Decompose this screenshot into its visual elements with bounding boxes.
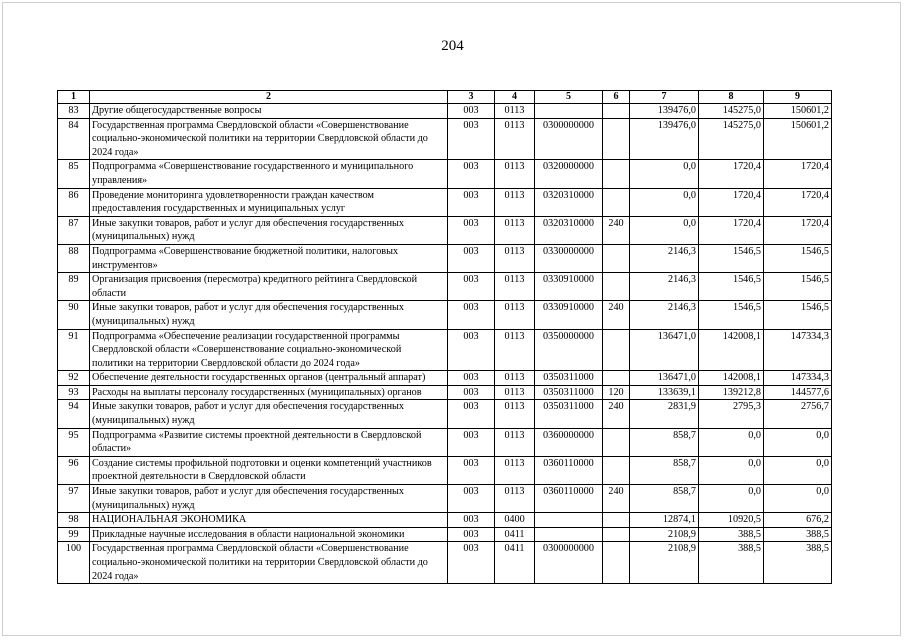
amount-col-8: 1546,5 bbox=[699, 244, 764, 272]
ministry-code: 003 bbox=[448, 329, 495, 371]
row-name: Расходы на выплаты персоналу государственных (муниципальных) органов bbox=[90, 385, 448, 400]
row-name: Другие общегосударственные вопросы bbox=[90, 104, 448, 119]
amount-col-9: 150601,2 bbox=[764, 118, 832, 160]
target-article-code: 0360000000 bbox=[535, 428, 603, 456]
row-name: Государственная программа Свердловской области «Совершенствование социально-экономической политики на территории Свердловской области до 2024 года» bbox=[90, 118, 448, 160]
amount-col-8: 388,5 bbox=[699, 527, 764, 542]
amount-col-8: 1546,5 bbox=[699, 301, 764, 329]
column-header-2: 2 bbox=[90, 91, 448, 104]
section-code: 0113 bbox=[495, 273, 535, 301]
target-article-code: 0320310000 bbox=[535, 216, 603, 244]
section-code: 0113 bbox=[495, 385, 535, 400]
row-number: 98 bbox=[58, 513, 90, 528]
row-number: 85 bbox=[58, 160, 90, 188]
row-number: 96 bbox=[58, 456, 90, 484]
amount-col-8: 142008,1 bbox=[699, 371, 764, 386]
amount-col-9: 1720,4 bbox=[764, 216, 832, 244]
amount-col-7: 858,7 bbox=[630, 428, 699, 456]
row-name: Государственная программа Свердловской области «Совершенствование социально-экономической политики на территории Свердловской области до 2024 года» bbox=[90, 542, 448, 584]
row-number: 95 bbox=[58, 428, 90, 456]
section-code: 0113 bbox=[495, 485, 535, 513]
target-article-code: 0360110000 bbox=[535, 485, 603, 513]
amount-col-8: 0,0 bbox=[699, 456, 764, 484]
amount-col-8: 142008,1 bbox=[699, 329, 764, 371]
target-article-code bbox=[535, 527, 603, 542]
table-row bbox=[58, 400, 832, 428]
expense-type-code bbox=[603, 329, 630, 371]
row-number: 89 bbox=[58, 273, 90, 301]
target-article-code: 0350311000 bbox=[535, 400, 603, 428]
table-row bbox=[58, 301, 832, 329]
amount-col-9: 1720,4 bbox=[764, 160, 832, 188]
expense-type-code bbox=[603, 160, 630, 188]
expense-type-code bbox=[603, 118, 630, 160]
table-row bbox=[58, 527, 832, 542]
section-code: 0113 bbox=[495, 216, 535, 244]
ministry-code: 003 bbox=[448, 542, 495, 584]
table-row bbox=[58, 216, 832, 244]
row-name: Иные закупки товаров, работ и услуг для обеспечения государственных (муниципальных) нужд bbox=[90, 216, 448, 244]
amount-col-7: 139476,0 bbox=[630, 118, 699, 160]
column-header-9: 9 bbox=[764, 91, 832, 104]
amount-col-9: 150601,2 bbox=[764, 104, 832, 119]
target-article-code: 0300000000 bbox=[535, 118, 603, 160]
expense-type-code: 120 bbox=[603, 385, 630, 400]
section-code: 0113 bbox=[495, 428, 535, 456]
amount-col-8: 139212,8 bbox=[699, 385, 764, 400]
section-code: 0113 bbox=[495, 371, 535, 386]
amount-col-9: 388,5 bbox=[764, 527, 832, 542]
row-name: Иные закупки товаров, работ и услуг для обеспечения государственных (муниципальных) нужд bbox=[90, 400, 448, 428]
row-name: Подпрограмма «Совершенствование бюджетной политики, налоговых инструментов» bbox=[90, 244, 448, 272]
row-number: 93 bbox=[58, 385, 90, 400]
target-article-code: 0350311000 bbox=[535, 385, 603, 400]
amount-col-8: 1720,4 bbox=[699, 216, 764, 244]
ministry-code: 003 bbox=[448, 527, 495, 542]
expense-type-code: 240 bbox=[603, 216, 630, 244]
row-name: Проведение мониторинга удовлетворенности граждан качеством предоставления государственных и муниципальных услуг bbox=[90, 188, 448, 216]
row-name: Прикладные научные исследования в области национальной экономики bbox=[90, 527, 448, 542]
target-article-code bbox=[535, 104, 603, 119]
table-row bbox=[58, 104, 832, 119]
amount-col-8: 0,0 bbox=[699, 428, 764, 456]
target-article-code: 0320000000 bbox=[535, 160, 603, 188]
amount-col-9: 147334,3 bbox=[764, 329, 832, 371]
ministry-code: 003 bbox=[448, 301, 495, 329]
table-row bbox=[58, 456, 832, 484]
ministry-code: 003 bbox=[448, 160, 495, 188]
amount-col-9: 147334,3 bbox=[764, 371, 832, 386]
section-code: 0113 bbox=[495, 244, 535, 272]
target-article-code: 0330910000 bbox=[535, 273, 603, 301]
ministry-code: 003 bbox=[448, 188, 495, 216]
row-name: Иные закупки товаров, работ и услуг для обеспечения государственных (муниципальных) нужд bbox=[90, 485, 448, 513]
section-code: 0400 bbox=[495, 513, 535, 528]
amount-col-7: 0,0 bbox=[630, 160, 699, 188]
amount-col-7: 139476,0 bbox=[630, 104, 699, 119]
expense-type-code bbox=[603, 371, 630, 386]
ministry-code: 003 bbox=[448, 385, 495, 400]
table-row bbox=[58, 329, 832, 371]
row-number: 83 bbox=[58, 104, 90, 119]
target-article-code: 0350000000 bbox=[535, 329, 603, 371]
amount-col-8: 1720,4 bbox=[699, 188, 764, 216]
amount-col-9: 1720,4 bbox=[764, 188, 832, 216]
ministry-code: 003 bbox=[448, 371, 495, 386]
row-number: 97 bbox=[58, 485, 90, 513]
column-header-7: 7 bbox=[630, 91, 699, 104]
row-name: Подпрограмма «Совершенствование государственного и муниципального управления» bbox=[90, 160, 448, 188]
section-code: 0411 bbox=[495, 527, 535, 542]
amount-col-8: 1546,5 bbox=[699, 273, 764, 301]
expense-type-code bbox=[603, 542, 630, 584]
amount-col-9: 676,2 bbox=[764, 513, 832, 528]
target-article-code: 0350311000 bbox=[535, 371, 603, 386]
section-code: 0113 bbox=[495, 188, 535, 216]
table-row bbox=[58, 485, 832, 513]
target-article-code: 0330000000 bbox=[535, 244, 603, 272]
amount-col-9: 144577,6 bbox=[764, 385, 832, 400]
expense-type-code bbox=[603, 428, 630, 456]
table-row bbox=[58, 371, 832, 386]
ministry-code: 003 bbox=[448, 104, 495, 119]
amount-col-8: 0,0 bbox=[699, 485, 764, 513]
table-row bbox=[58, 118, 832, 160]
amount-col-9: 388,5 bbox=[764, 542, 832, 584]
expense-type-code bbox=[603, 188, 630, 216]
amount-col-9: 1546,5 bbox=[764, 244, 832, 272]
budget-table bbox=[57, 90, 832, 584]
row-number: 99 bbox=[58, 527, 90, 542]
expense-type-code bbox=[603, 527, 630, 542]
header-row bbox=[58, 91, 832, 104]
table-row bbox=[58, 385, 832, 400]
ministry-code: 003 bbox=[448, 485, 495, 513]
expense-type-code bbox=[603, 244, 630, 272]
amount-col-8: 1720,4 bbox=[699, 160, 764, 188]
section-code: 0113 bbox=[495, 329, 535, 371]
ministry-code: 003 bbox=[448, 216, 495, 244]
column-header-6: 6 bbox=[603, 91, 630, 104]
amount-col-8: 145275,0 bbox=[699, 104, 764, 119]
amount-col-8: 2795,3 bbox=[699, 400, 764, 428]
row-name: Подпрограмма «Обеспечение реализации государственной программы Свердловской области «Совершенствование социально-экономической политики на территории Свердловской области до 2024 года» bbox=[90, 329, 448, 371]
expense-type-code bbox=[603, 456, 630, 484]
row-number: 87 bbox=[58, 216, 90, 244]
table-row bbox=[58, 160, 832, 188]
row-number: 90 bbox=[58, 301, 90, 329]
row-number: 92 bbox=[58, 371, 90, 386]
target-article-code: 0360110000 bbox=[535, 456, 603, 484]
amount-col-9: 0,0 bbox=[764, 428, 832, 456]
amount-col-7: 136471,0 bbox=[630, 329, 699, 371]
table-row bbox=[58, 244, 832, 272]
column-header-3: 3 bbox=[448, 91, 495, 104]
expense-type-code bbox=[603, 513, 630, 528]
page-number: 204 bbox=[441, 38, 464, 54]
amount-col-9: 0,0 bbox=[764, 456, 832, 484]
amount-col-7: 2146,3 bbox=[630, 273, 699, 301]
target-article-code: 0320310000 bbox=[535, 188, 603, 216]
row-number: 84 bbox=[58, 118, 90, 160]
ministry-code: 003 bbox=[448, 118, 495, 160]
target-article-code: 0300000000 bbox=[535, 542, 603, 584]
amount-col-7: 2108,9 bbox=[630, 527, 699, 542]
amount-col-7: 858,7 bbox=[630, 456, 699, 484]
amount-col-7: 133639,1 bbox=[630, 385, 699, 400]
column-header-5: 5 bbox=[535, 91, 603, 104]
amount-col-8: 145275,0 bbox=[699, 118, 764, 160]
row-name: Организация присвоения (пересмотра) кредитного рейтинга Свердловской области bbox=[90, 273, 448, 301]
table-body bbox=[58, 104, 832, 584]
amount-col-9: 1546,5 bbox=[764, 273, 832, 301]
amount-col-7: 858,7 bbox=[630, 485, 699, 513]
row-number: 88 bbox=[58, 244, 90, 272]
row-number: 86 bbox=[58, 188, 90, 216]
row-name: Обеспечение деятельности государственных органов (центральный аппарат) bbox=[90, 371, 448, 386]
amount-col-7: 2831,9 bbox=[630, 400, 699, 428]
ministry-code: 003 bbox=[448, 456, 495, 484]
section-code: 0113 bbox=[495, 160, 535, 188]
amount-col-7: 0,0 bbox=[630, 188, 699, 216]
row-name: Иные закупки товаров, работ и услуг для обеспечения государственных (муниципальных) нужд bbox=[90, 301, 448, 329]
row-name: Подпрограмма «Развитие системы проектной деятельности в Свердловской области» bbox=[90, 428, 448, 456]
expense-type-code: 240 bbox=[603, 485, 630, 513]
expense-type-code: 240 bbox=[603, 400, 630, 428]
row-number: 100 bbox=[58, 542, 90, 584]
amount-col-7: 0,0 bbox=[630, 216, 699, 244]
table-row bbox=[58, 428, 832, 456]
amount-col-7: 136471,0 bbox=[630, 371, 699, 386]
row-name: Создание системы профильной подготовки и оценки компетенций участников проектной деятельности в Свердловской области bbox=[90, 456, 448, 484]
table-row bbox=[58, 542, 832, 584]
amount-col-7: 2146,3 bbox=[630, 301, 699, 329]
amount-col-9: 0,0 bbox=[764, 485, 832, 513]
expense-type-code bbox=[603, 104, 630, 119]
ministry-code: 003 bbox=[448, 273, 495, 301]
column-header-1: 1 bbox=[58, 91, 90, 104]
section-code: 0113 bbox=[495, 301, 535, 329]
table-row bbox=[58, 513, 832, 528]
row-name: НАЦИОНАЛЬНАЯ ЭКОНОМИКА bbox=[90, 513, 448, 528]
section-code: 0411 bbox=[495, 542, 535, 584]
amount-col-9: 1546,5 bbox=[764, 301, 832, 329]
section-code: 0113 bbox=[495, 400, 535, 428]
amount-col-7: 2108,9 bbox=[630, 542, 699, 584]
ministry-code: 003 bbox=[448, 428, 495, 456]
expense-type-code: 240 bbox=[603, 301, 630, 329]
target-article-code bbox=[535, 513, 603, 528]
table-row bbox=[58, 188, 832, 216]
amount-col-9: 2756,7 bbox=[764, 400, 832, 428]
section-code: 0113 bbox=[495, 456, 535, 484]
ministry-code: 003 bbox=[448, 513, 495, 528]
amount-col-8: 388,5 bbox=[699, 542, 764, 584]
amount-col-7: 2146,3 bbox=[630, 244, 699, 272]
section-code: 0113 bbox=[495, 118, 535, 160]
column-header-4: 4 bbox=[495, 91, 535, 104]
amount-col-7: 12874,1 bbox=[630, 513, 699, 528]
expense-type-code bbox=[603, 273, 630, 301]
table-row bbox=[58, 273, 832, 301]
amount-col-8: 10920,5 bbox=[699, 513, 764, 528]
row-number: 91 bbox=[58, 329, 90, 371]
ministry-code: 003 bbox=[448, 244, 495, 272]
target-article-code: 0330910000 bbox=[535, 301, 603, 329]
column-header-8: 8 bbox=[699, 91, 764, 104]
row-number: 94 bbox=[58, 400, 90, 428]
section-code: 0113 bbox=[495, 104, 535, 119]
ministry-code: 003 bbox=[448, 400, 495, 428]
